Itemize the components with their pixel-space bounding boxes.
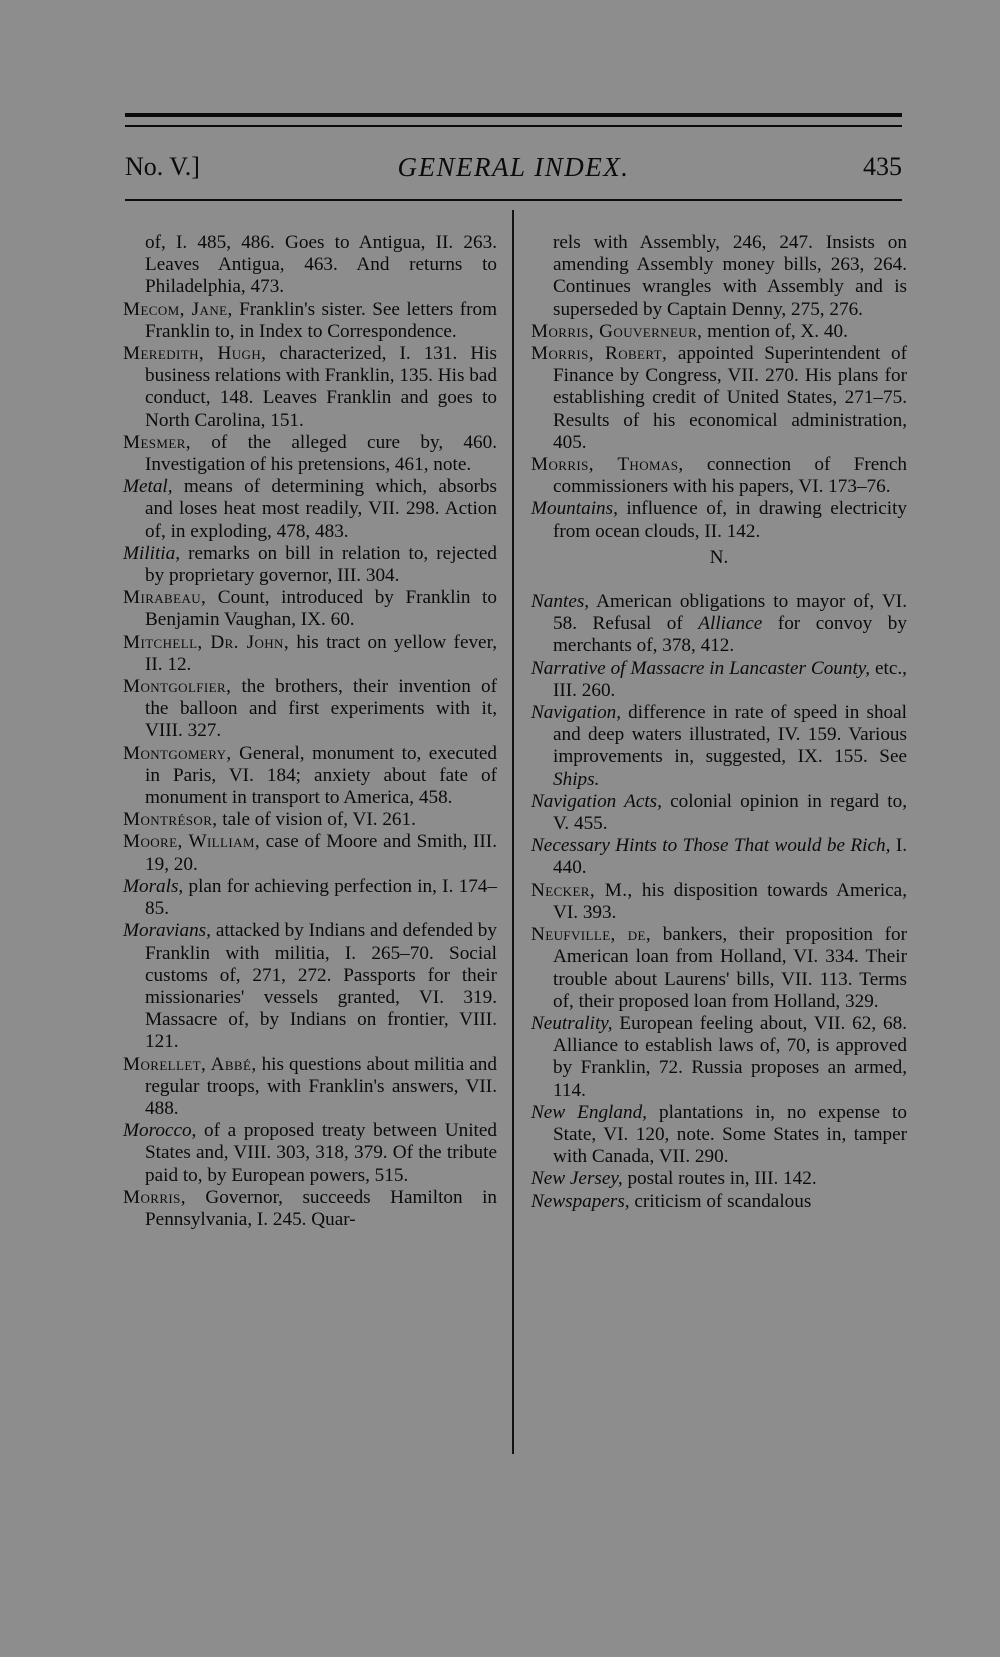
index-entry: [123, 831, 497, 875]
entry-heading: Morris,: [123, 1186, 186, 1208]
entry-text: tale of vision of, VI. 261.: [217, 809, 416, 831]
entry-text: his tract on yellow fever, II. 12.: [145, 631, 497, 675]
entry-text: criticism of scandalous: [629, 1190, 812, 1212]
index-entry: [531, 1191, 907, 1213]
index-entry: [531, 232, 907, 321]
entry-text: difference in rate of speed in shoal and deep waters illustrated, IV. 159. Various improvements in, suggested, IX. 155. See: [553, 702, 907, 768]
entry-text: characterized, I. 131. His business relations with Franklin, 135. His bad conduct, 148. Leaves Franklin and goes to North Carolina, 151.: [145, 343, 497, 431]
page-header: [125, 148, 902, 186]
index-entry: [531, 658, 907, 702]
entry-heading: Neutrality,: [531, 1012, 613, 1034]
entry-heading: Morellet, Abbé,: [123, 1053, 257, 1075]
index-entry: [123, 432, 497, 476]
index-entry: [123, 299, 497, 343]
entry-heading: Navigation,: [531, 702, 622, 724]
entry-text: I. 440.: [553, 835, 908, 879]
index-entry: [123, 920, 497, 1053]
entry-heading: Montgomery,: [123, 742, 232, 764]
entry-text: Franklin's sister. See letters from Franklin to, in Index to Correspondence.: [145, 298, 497, 342]
entry-text: the brothers, their invention of the balloon and first experiments with it, VIII. 327.: [145, 676, 497, 742]
index-entry: [531, 321, 907, 343]
entry-heading: New Jersey,: [531, 1168, 623, 1190]
index-entry: [123, 743, 497, 810]
entry-heading: Metal,: [123, 476, 173, 498]
index-entry: [123, 543, 497, 587]
entry-heading: Necker, M.,: [531, 879, 633, 901]
index-entry: [123, 809, 497, 831]
entry-heading: Morals,: [123, 875, 184, 897]
entry-text: American obligations to mayor of, VI. 58. Refusal of: [553, 591, 907, 635]
entry-heading: Morris, Robert,: [531, 343, 668, 365]
index-entry: [123, 876, 497, 920]
index-entry: [531, 1013, 907, 1102]
entry-heading: Mirabeau,: [123, 587, 207, 609]
top-double-rule-thin: [125, 125, 902, 127]
entry-heading: Nantes,: [531, 591, 590, 613]
index-entry: [531, 924, 907, 1013]
entry-heading: Morocco,: [123, 1120, 197, 1142]
entry-text: his questions about militia and regular troops, with Franklin's answers, VII. 488.: [145, 1053, 497, 1119]
entry-text: Governor, succeeds Hamilton in Pennsylvania, I. 245. Quar-: [145, 1186, 497, 1230]
index-entry: [531, 343, 907, 454]
entry-heading: New England,: [531, 1101, 647, 1123]
column-divider: [512, 210, 514, 1454]
entry-heading: Montgolfier,: [123, 676, 232, 698]
entry-heading: Mountains,: [531, 498, 618, 520]
index-entry: [123, 632, 497, 676]
index-entry: [531, 1102, 907, 1169]
entry-heading: Narrative of Massacre in Lancaster County,: [531, 657, 871, 679]
top-double-rule-thick: [125, 113, 902, 117]
page-number: 435: [863, 152, 902, 181]
entry-heading: Newspapers,: [531, 1190, 630, 1212]
entry-text: bankers, their proposition for American loan from Holland, VI. 334. Their trouble about Laurens' bills, VII. 113. Terms of, their proposed loan from Holland, 329.: [553, 924, 907, 1012]
entry-cross-reference: Ships.: [553, 768, 600, 790]
entry-text: plan for achieving perfection in, I. 174–85.: [145, 875, 497, 920]
entry-text: European feeling about, VII. 62, 68. Alliance to establish laws of, 70, is approved by Franklin, 72. Russia proposes an armed, 114.: [553, 1012, 907, 1101]
index-entry: [123, 1054, 497, 1121]
entry-heading: Necessary Hints to Those That would be Rich,: [531, 835, 891, 857]
entry-text: mention of, X. 40.: [702, 320, 848, 342]
entry-heading: Militia,: [123, 542, 181, 564]
index-entry: [123, 476, 497, 543]
entry-text: colonial opinion in regard to, V. 455.: [553, 790, 907, 835]
entry-text: of the alleged cure by, 460. Investigation of his pretensions, 461, note.: [145, 431, 497, 476]
index-entry: [123, 1187, 497, 1231]
index-entry: [123, 587, 497, 631]
entry-cross-reference: Alliance: [698, 613, 763, 635]
index-entry: [531, 880, 907, 924]
index-entry: [531, 835, 907, 879]
index-entry: [123, 343, 497, 432]
index-column-left: [123, 232, 497, 1231]
entry-heading: Morris, Gouverneur,: [531, 320, 703, 342]
entry-text: etc., III. 260.: [553, 657, 907, 701]
index-entry: [123, 676, 497, 743]
entry-text: General, monument to, executed in Paris, VI. 184; anxiety about fate of monument in transport to America, 458.: [145, 742, 497, 809]
entry-text: means of determining which, absorbs and loses heat most readily, VII. 298. Action of, in exploding, 478, 483.: [145, 476, 497, 542]
issue-number: No. V.]: [125, 152, 200, 181]
entry-text: connection of French commissioners with his papers, VI. 173–76.: [553, 454, 907, 498]
entry-heading: Mitchell, Dr. John,: [123, 631, 290, 653]
entry-text: his disposition towards America, VI. 393.: [553, 879, 907, 923]
entry-text: rels with Assembly, 246, 247. Insists on amending Assembly money bills, 263, 264. Continues wrangles with Assembly and is superseded by Captain Denny, 275, 276.: [553, 232, 907, 320]
entry-heading: Mesmer,: [123, 431, 191, 453]
index-entry: [531, 454, 907, 498]
entry-heading: Moravians,: [123, 920, 211, 942]
entry-heading: Meredith, Hugh,: [123, 343, 267, 365]
entry-text: influence of, in drawing electricity from ocean clouds, II. 142.: [553, 498, 907, 542]
entry-text: case of Moore and Smith, III. 19, 20.: [145, 831, 497, 875]
entry-text: of, I. 485, 486. Goes to Antigua, II. 263. Leaves Antigua, 463. And returns to Philadelphia, 473.: [145, 232, 497, 298]
entry-text: for convoy by merchants of, 378, 412.: [553, 613, 907, 657]
entry-heading: Mecom, Jane,: [123, 298, 233, 320]
entry-heading: Morris, Thomas,: [531, 454, 684, 476]
entry-heading: Navigation Acts,: [531, 790, 662, 812]
entry-text: of a proposed treaty between United States and, VIII. 303, 318, 379. Of the tribute paid to, by European powers, 515.: [145, 1120, 497, 1186]
running-title: GENERAL INDEX.: [397, 152, 630, 182]
entry-text: postal routes in, III. 142.: [622, 1168, 817, 1190]
entry-text: Count, introduced by Franklin to Benjamin Vaughan, IX. 60.: [145, 587, 497, 631]
entry-text: plantations in, no expense to State, VI. 120, note. Some States in, tamper with Canada, VII. 290.: [553, 1101, 907, 1168]
index-column-right: [531, 232, 907, 1213]
index-entry: [123, 1120, 497, 1187]
index-entry: [531, 498, 907, 542]
entry-heading: Neufville, de,: [531, 924, 652, 946]
index-entry: [531, 1168, 907, 1190]
section-letter: N.: [709, 546, 729, 568]
index-entry: [123, 232, 497, 299]
index-entry: [531, 702, 907, 791]
entry-text: appointed Superintendent of Finance by Congress, VII. 270. His plans for establishing credit of United States, 271–75. Results of his economical administration, 405.: [553, 343, 908, 453]
index-entry: [531, 791, 907, 835]
index-entry: [531, 591, 907, 658]
entry-text: attacked by Indians and defended by Franklin with militia, I. 265–70. Social customs of, 271, 272. Passports for their missionaries' vessels granted, VI. 319. Massacre of, by Indians on frontier, VIII. 121.: [145, 920, 497, 1053]
header-rule: [125, 199, 902, 201]
entry-heading: Moore, William,: [123, 831, 261, 853]
entry-text: remarks on bill in relation to, rejected by proprietary governor, III. 304.: [145, 542, 497, 587]
entry-heading: Montrésor,: [123, 809, 218, 831]
